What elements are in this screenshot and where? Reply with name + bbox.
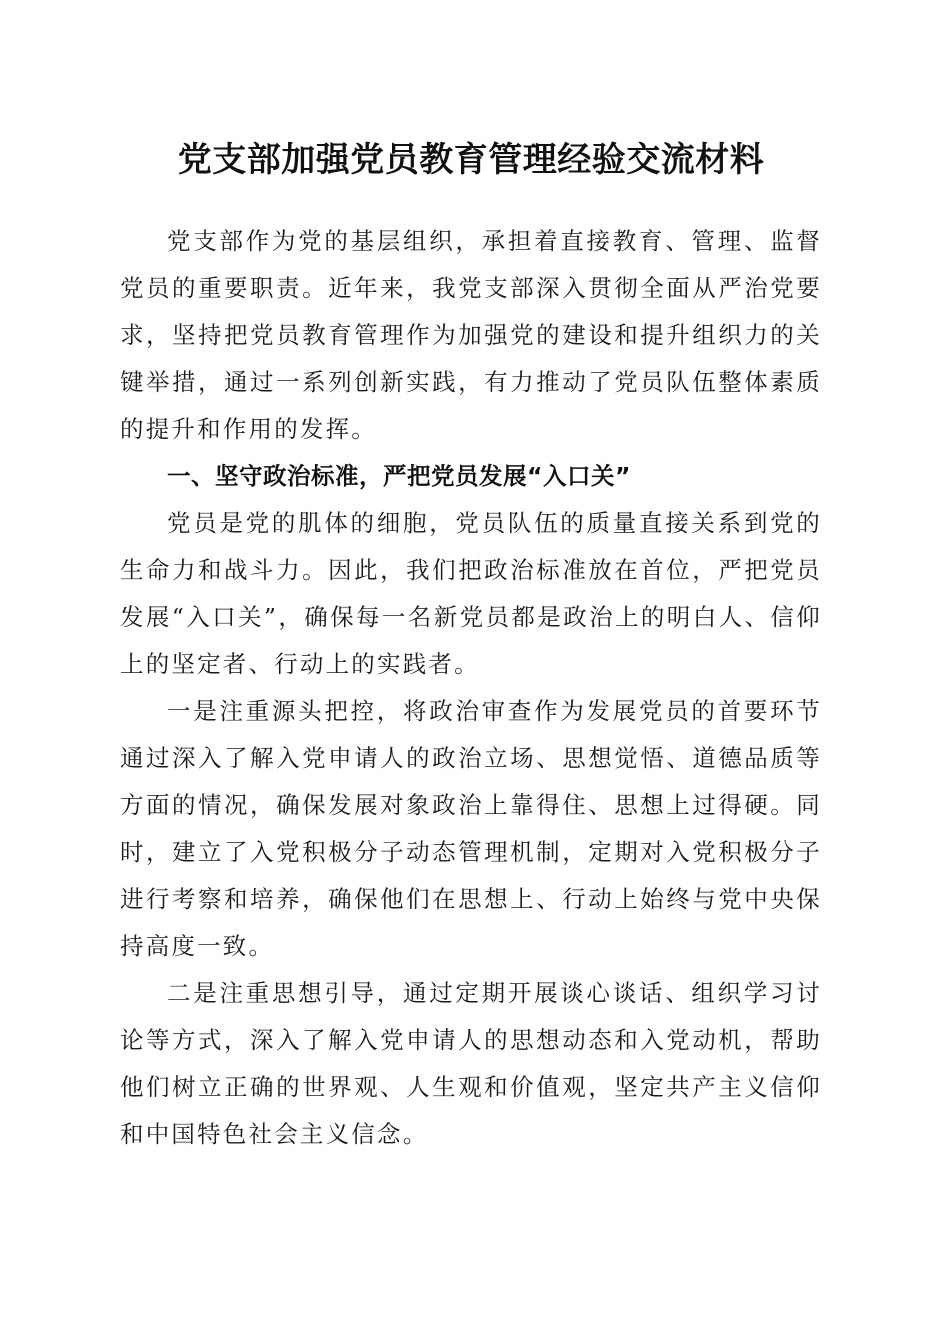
document-page xyxy=(120,0,822,1158)
document-body xyxy=(120,218,822,1158)
document-title: 党支部加强党员教育管理经验交流材料 xyxy=(177,140,765,180)
section-1-paragraph-3: 二是注重思想引导，通过定期开展谈心谈话、组织学习讨论等方式，深入了解入党申请人的思想动态和入党动机，帮助他们树立正确的世界观、人生观和价值观，坚定共产主义信仰和中国特色社会主义信念。 xyxy=(120,979,822,1148)
section-1-paragraph-2: 一是注重源头把控，将政治审查作为发展党员的首要环节通过深入了解入党申请人的政治立场、思想觉悟、道德品质等方面的情况，确保发展对象政治上靠得住、思想上过得硬。同时，建立了入党积极分子动态管理机制，定期对入党积极分子进行考察和培养，确保他们在思想上、行动上始终与党中央保持高度一致。 xyxy=(120,697,822,960)
intro-paragraph: 党支部作为党的基层组织，承担着直接教育、管理、监督党员的重要职责。近年来，我党支部深入贯彻全面从严治党要求，坚持把党员教育管理作为加强党的建设和提升组织力的关键举措，通过一系列创新实践，有力推动了党员队伍整体素质的提升和作用的发挥。 xyxy=(120,227,822,443)
section-1-paragraph-1: 党员是党的肌体的细胞，党员队伍的质量直接关系到党的生命力和战斗力。因此，我们把政治标准放在首位，严把党员发展“入口关”，确保每一名新党员都是政治上的明白人、信仰上的坚定者、行动上的实践者。 xyxy=(120,509,822,678)
section-heading-1: 一、坚守政治标准，严把党员发展“入口关” xyxy=(167,462,631,490)
